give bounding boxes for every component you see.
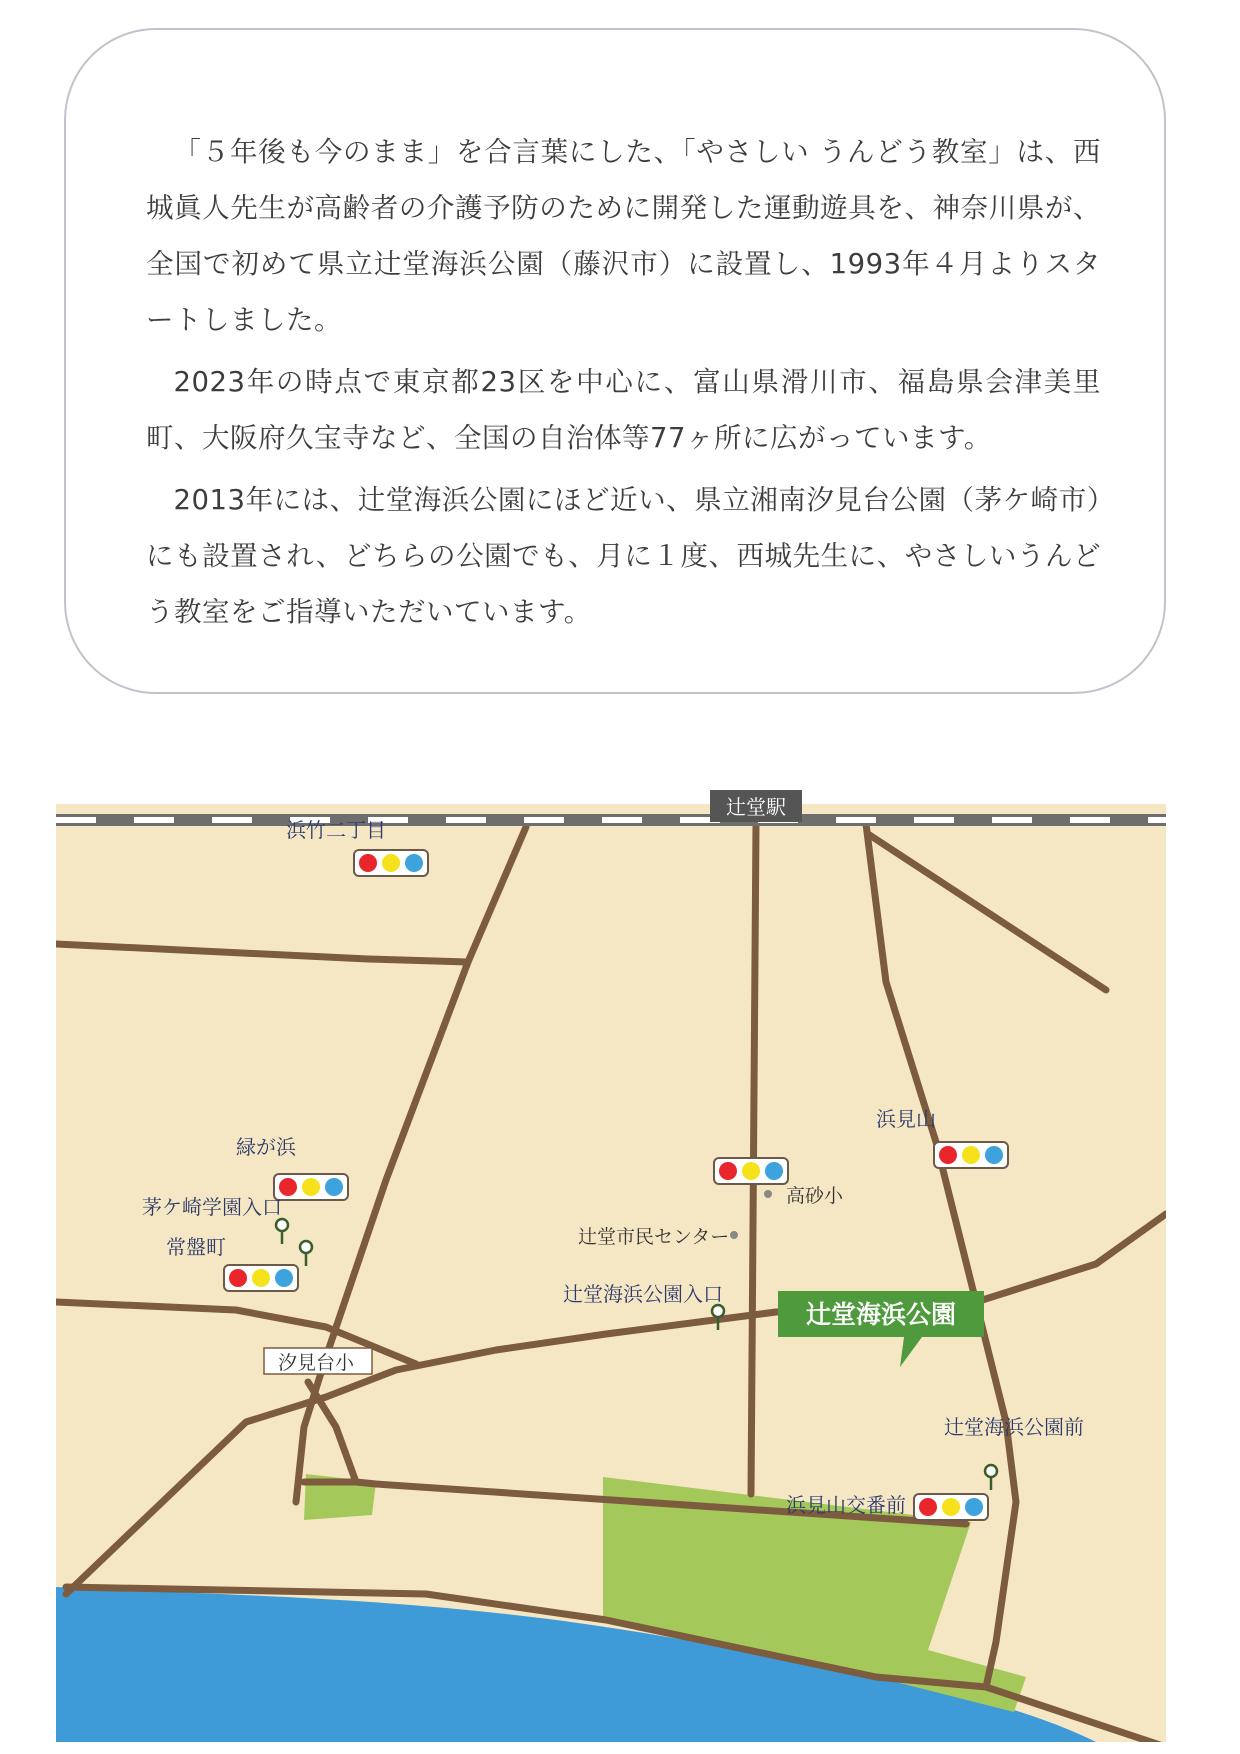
signal-hamamiyama-icon — [934, 1142, 1008, 1168]
signal-label-koban: 浜見山交番前 — [786, 1493, 906, 1517]
signal-takasago-icon — [714, 1158, 788, 1184]
signal-koban-icon — [914, 1494, 988, 1520]
signal-hamatake-icon — [354, 850, 428, 876]
shimin-center-marker — [730, 1231, 738, 1239]
place-label-shiomidai: 汐見台小 — [278, 1352, 355, 1374]
takasago-marker — [764, 1190, 772, 1198]
signal-tokiwacho-icon — [224, 1265, 298, 1291]
bus-stop-label-park-front: 辻堂海浜公園前 — [944, 1415, 1084, 1439]
signal-label-midorigahama: 緑が浜 — [236, 1135, 296, 1159]
station-label: 辻堂駅 — [726, 795, 786, 819]
place-label-shimin-center: 辻堂市民センター — [578, 1226, 730, 1248]
bus-stop-label-park-entrance: 辻堂海浜公園入口 — [563, 1282, 723, 1306]
signal-label-hamamiyama: 浜見山 — [876, 1107, 936, 1131]
park-callout-label: 辻堂海浜公園 — [805, 1300, 957, 1329]
bus-stop-label-chigasaki-gakuen: 茅ケ崎学園入口 — [142, 1195, 282, 1219]
signal-label-hamatake: 浜竹二丁目 — [286, 818, 386, 842]
signal-label-tokiwacho: 常盤町 — [166, 1235, 226, 1259]
place-label-takasago: 高砂小 — [786, 1185, 844, 1207]
intro-box — [64, 28, 1166, 694]
intro-text — [146, 124, 1101, 646]
signal-midorigahama-icon — [274, 1174, 348, 1200]
intro-paragraph-2: 2023年の時点で東京都23区を中心に、富山県滑川市、福島県会津美里町、大阪府久宝寺など、全国の自治体等77ヶ所に広がっています。 — [146, 366, 1101, 454]
access-map — [56, 782, 1166, 1742]
intro-paragraph-1: 「５年後も今のまま」を合言葉にした、「やさしい うんどう教室」は、西城眞人先生が高齢者の介護予防のために開発した運動遊具を、神奈川県が、全国で初めて県立辻堂海浜公園（藤沢市）に設置し、1993年４月よりスタートしました。 — [146, 136, 1101, 336]
intro-paragraph-3: 2013年には、辻堂海浜公園にほど近い、県立湘南汐見台公園（茅ケ崎市）にも設置され、どちらの公園でも、月に１度、西城先生に、やさしいうんどう教室をご指導いただいています。 — [146, 484, 1101, 628]
